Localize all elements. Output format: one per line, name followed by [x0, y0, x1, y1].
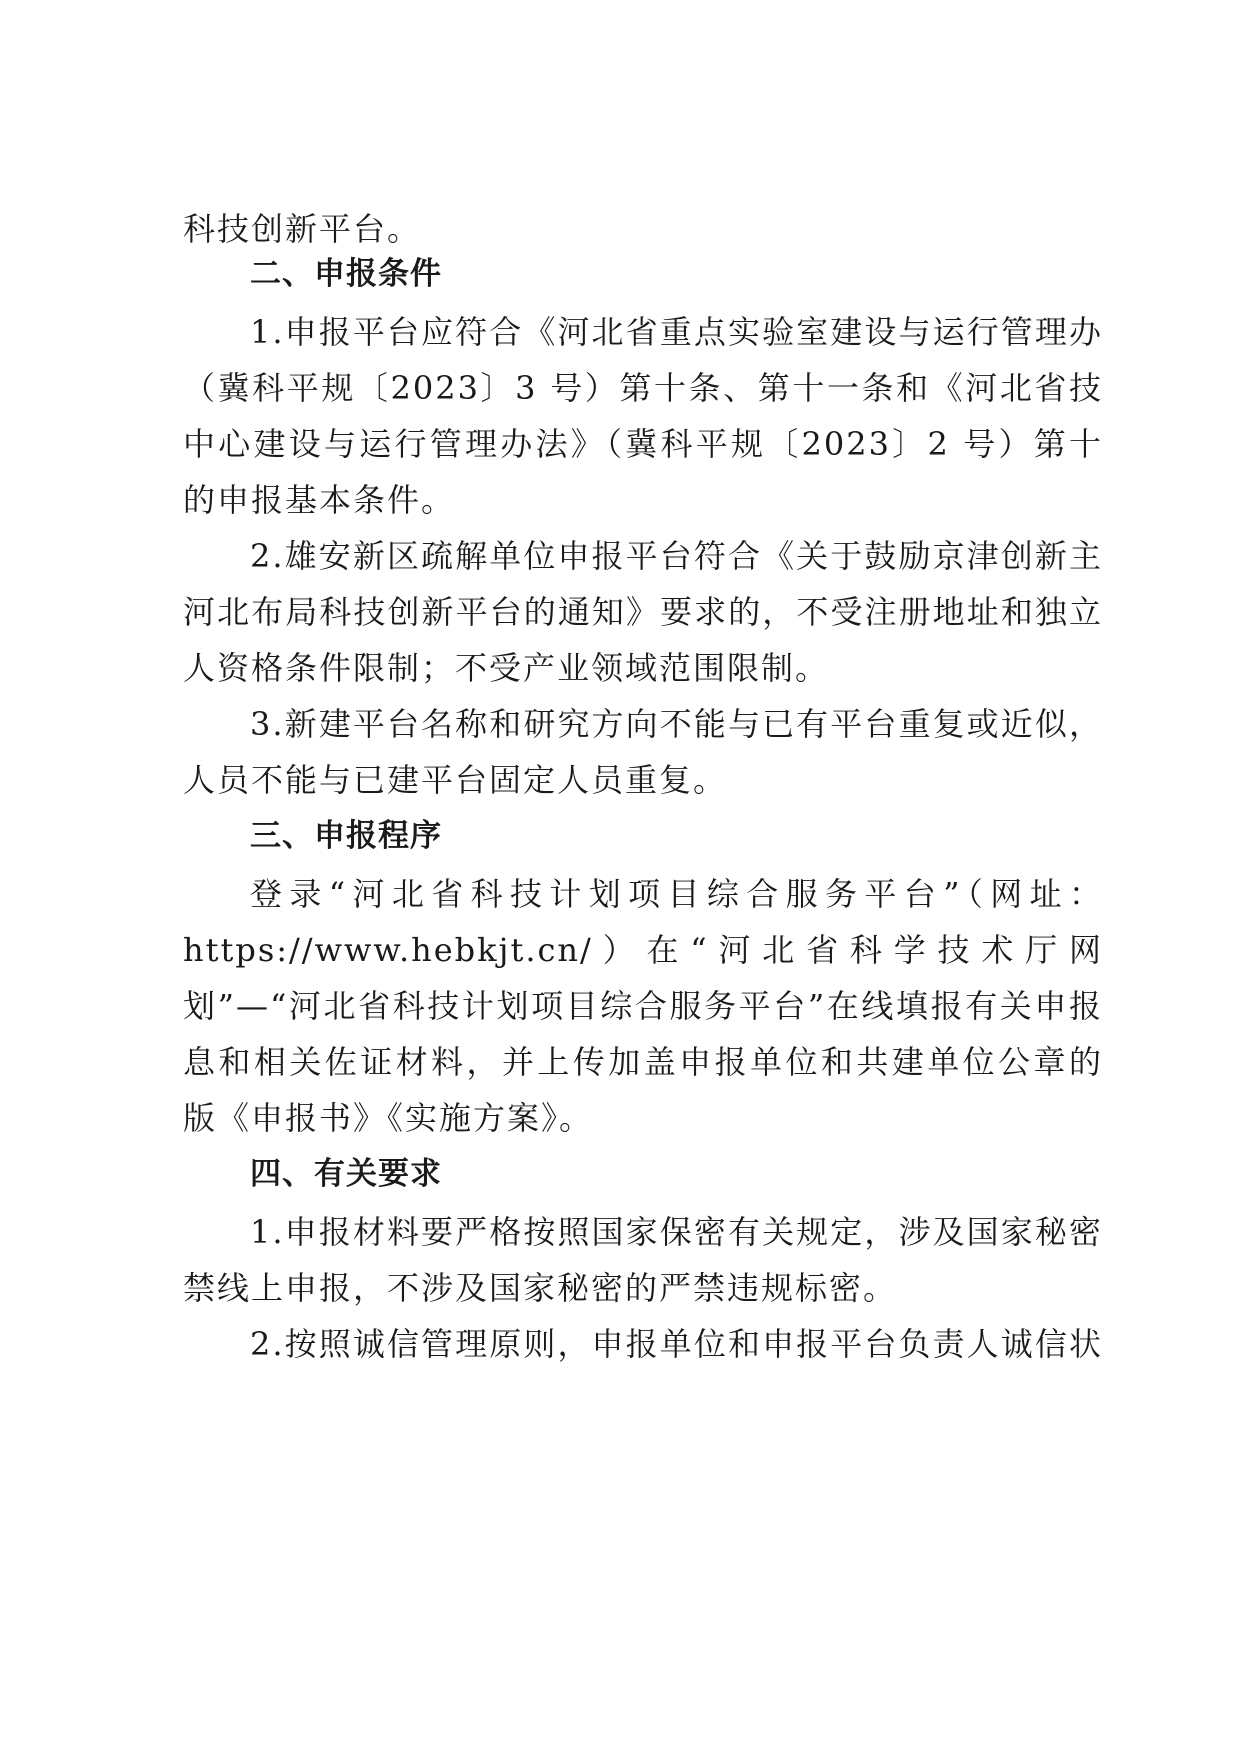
paragraph-line: 2.雄安新区疏解单位申报平台符合《关于鼓励京津创新主	[250, 537, 1103, 575]
paragraph-line: 登录“河北省科技计划项目综合服务平台”（网址：	[250, 875, 1103, 913]
paragraph-line: 中心建设与运行管理办法》（冀科平规〔2023〕2 号）第十	[183, 425, 1103, 463]
paragraph-line: 河北布局科技创新平台的通知》要求的，不受注册地址和独立	[183, 593, 1103, 631]
paragraph-line: https://www.hebkjt.cn/）在“河北省科学技术厅网	[183, 931, 1103, 969]
paragraph-line: 1.申报平台应符合《河北省重点实验室建设与运行管理办	[250, 313, 1103, 351]
paragraph-line: 科技创新平台。	[183, 210, 422, 248]
paragraph-line: 禁线上申报，不涉及国家秘密的严禁违规标密。	[183, 1269, 898, 1307]
paragraph-line: 划”—“河北省科技计划项目综合服务平台”在线填报有关申报	[183, 987, 1103, 1025]
paragraph-line: （冀科平规〔2023〕3 号）第十条、第十一条和《河北省技	[183, 369, 1103, 407]
section-heading-conditions: 二、申报条件	[250, 256, 442, 292]
paragraph-line: 2.按照诚信管理原则，申报单位和申报平台负责人诚信状	[250, 1325, 1103, 1363]
paragraph-line: 人资格条件限制；不受产业领域范围限制。	[183, 649, 830, 687]
paragraph-line: 3.新建平台名称和研究方向不能与已有平台重复或近似，	[250, 705, 1103, 743]
paragraph-line: 的申报基本条件。	[183, 481, 456, 519]
section-heading-procedure: 三、申报程序	[250, 818, 442, 854]
paragraph-line: 版《申报书》《实施方案》。	[183, 1099, 594, 1137]
paragraph-line: 息和相关佐证材料，并上传加盖申报单位和共建单位公章的	[183, 1043, 1103, 1081]
paragraph-line: 1.申报材料要严格按照国家保密有关规定，涉及国家秘密	[250, 1213, 1103, 1251]
paragraph-line: 人员不能与已建平台固定人员重复。	[183, 761, 728, 799]
section-heading-requirements: 四、有关要求	[250, 1156, 442, 1192]
